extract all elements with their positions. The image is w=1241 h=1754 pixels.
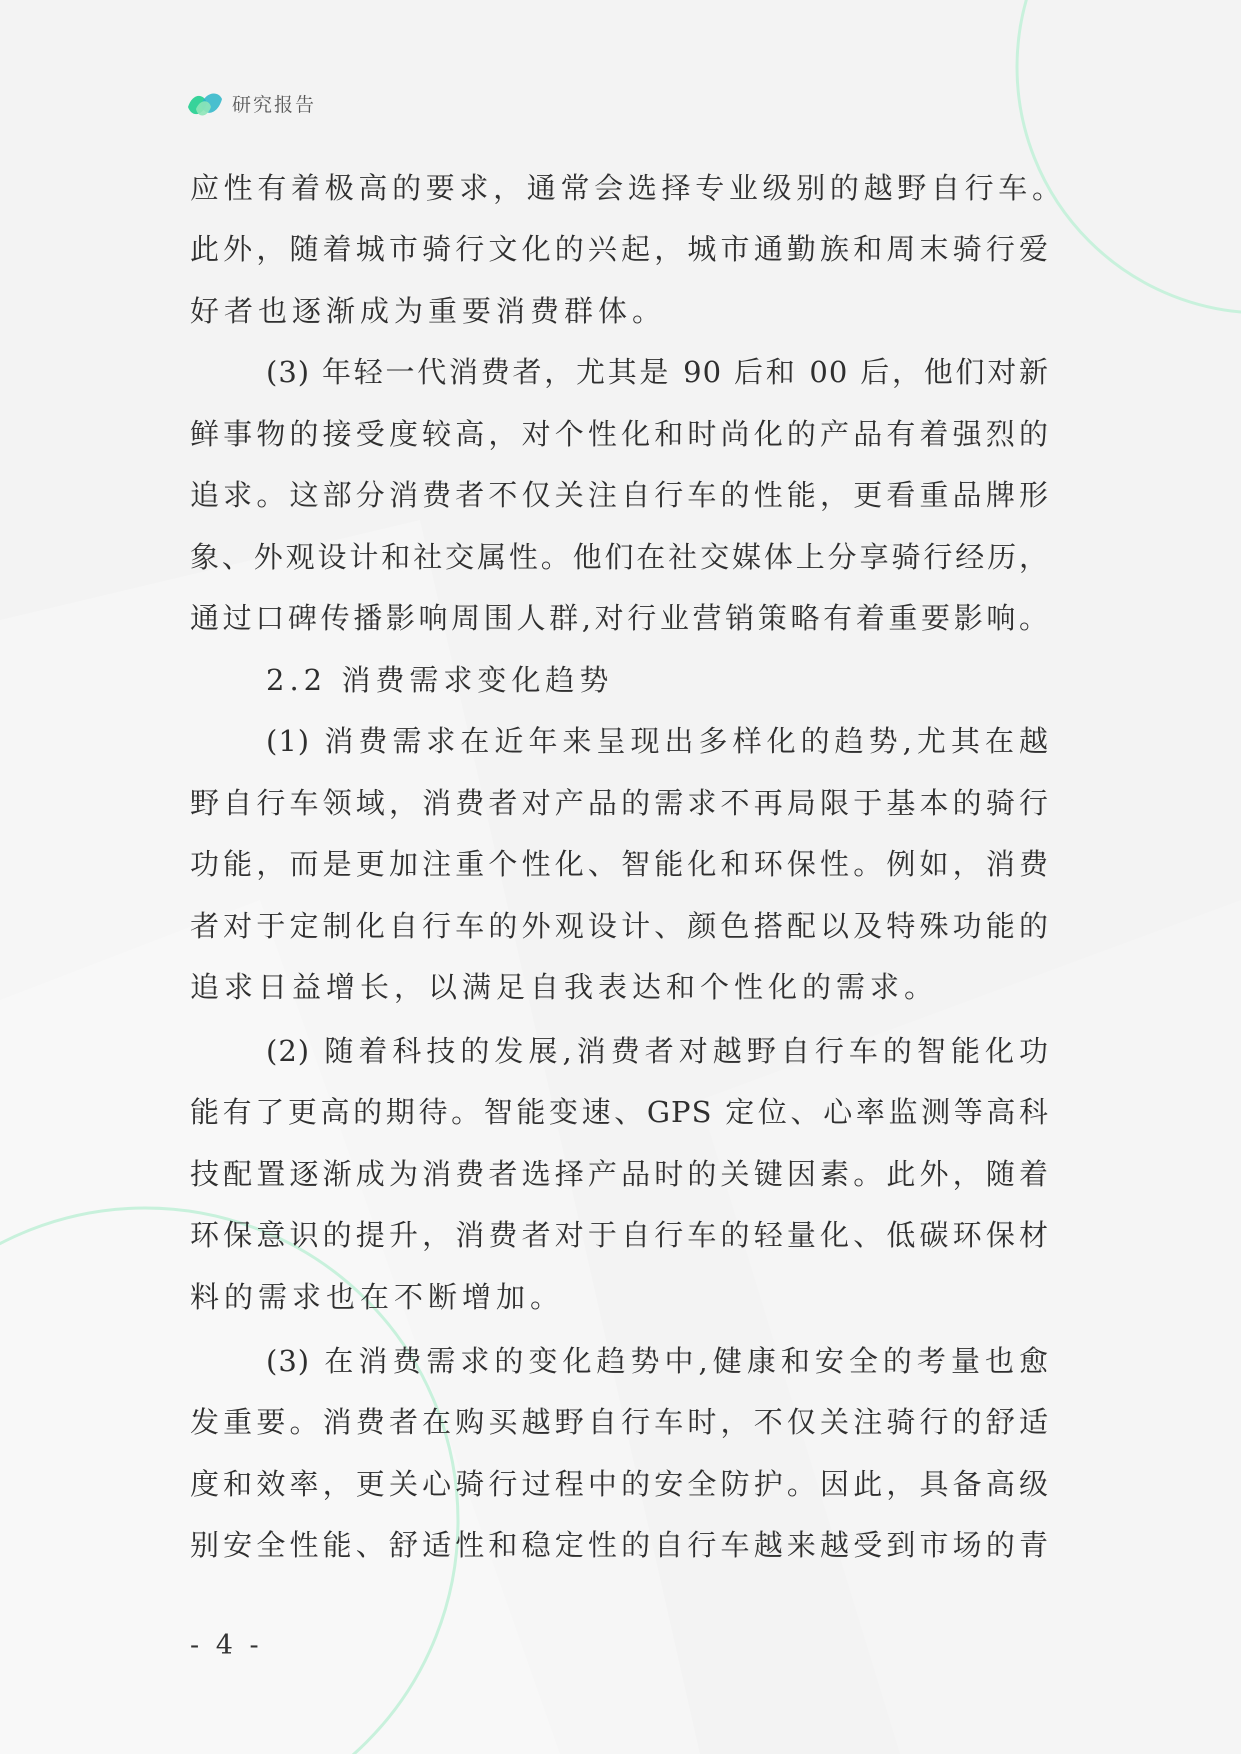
body-text-line: 通过口碑传播影响周围人群,对行业营销策略有着重要影响。 xyxy=(190,601,1049,635)
body-text-line: 追求日益增长，以满足自我表达和个性化的需求。 xyxy=(190,970,939,1004)
body-text-line: (3) 在消费需求的变化趋势中,健康和安全的考量也愈 xyxy=(266,1344,1049,1378)
body-text-line: 者对于定制化自行车的外观设计、颜色搭配以及特殊功能的 xyxy=(190,909,1049,943)
body-text-line: (2) 随着科技的发展,消费者对越野自行车的智能化功 xyxy=(266,1034,1049,1068)
background-light-band xyxy=(0,520,700,1754)
body-text-line: 应性有着极高的要求，通常会选择专业级别的越野自行车。 xyxy=(190,171,1062,205)
body-text-line: 料的需求也在不断增加。 xyxy=(190,1280,565,1314)
body-text-line: 能有了更高的期待。智能变速、GPS 定位、心率监测等高科 xyxy=(190,1095,1049,1129)
report-header xyxy=(186,86,386,124)
logo-icon xyxy=(186,88,224,122)
section-heading: 2.2 消费需求变化趋势 xyxy=(266,663,614,697)
body-text-line: (1) 消费需求在近年来呈现出多样化的趋势,尤其在越 xyxy=(266,724,1049,758)
body-text-line: 技配置逐渐成为消费者选择产品时的关键因素。此外，随着 xyxy=(190,1157,1049,1191)
body-text-line: 度和效率，更关心骑行过程中的安全防护。因此，具备高级 xyxy=(190,1467,1049,1501)
body-text-line: 追求。这部分消费者不仅关注自行车的性能，更看重品牌形 xyxy=(190,478,1049,512)
body-text-line: 野自行车领域，消费者对产品的需求不再局限于基本的骑行 xyxy=(190,786,1049,820)
body-text-line: 功能，而是更加注重个性化、智能化和环保性。例如，消费 xyxy=(190,847,1049,881)
body-text-line: 好者也逐渐成为重要消费群体。 xyxy=(190,294,667,328)
body-text-line: 发重要。消费者在购买越野自行车时，不仅关注骑行的舒适 xyxy=(190,1405,1049,1439)
body-text-line: 环保意识的提升，消费者对于自行车的轻量化、低碳环保材 xyxy=(190,1218,1049,1252)
report-label: 研究报告 xyxy=(232,94,317,116)
decorative-arc-top-right xyxy=(1017,0,1241,313)
background-light-band xyxy=(700,900,1241,1754)
body-text-line: 别安全性能、舒适性和稳定性的自行车越来越受到市场的青 xyxy=(190,1528,1049,1562)
body-text-line: 鲜事物的接受度较高，对个性化和时尚化的产品有着强烈的 xyxy=(190,417,1049,451)
body-text-line: (3) 年轻一代消费者，尤其是 90 后和 00 后，他们对新 xyxy=(266,355,1049,389)
body-text-line: 此外，随着城市骑行文化的兴起，城市通勤族和周末骑行爱 xyxy=(190,232,1049,266)
page-number: - 4 - xyxy=(190,1630,263,1661)
body-text-line: 象、外观设计和社交属性。他们在社交媒体上分享骑行经历， xyxy=(190,540,1049,574)
background-light-band xyxy=(0,900,560,1754)
